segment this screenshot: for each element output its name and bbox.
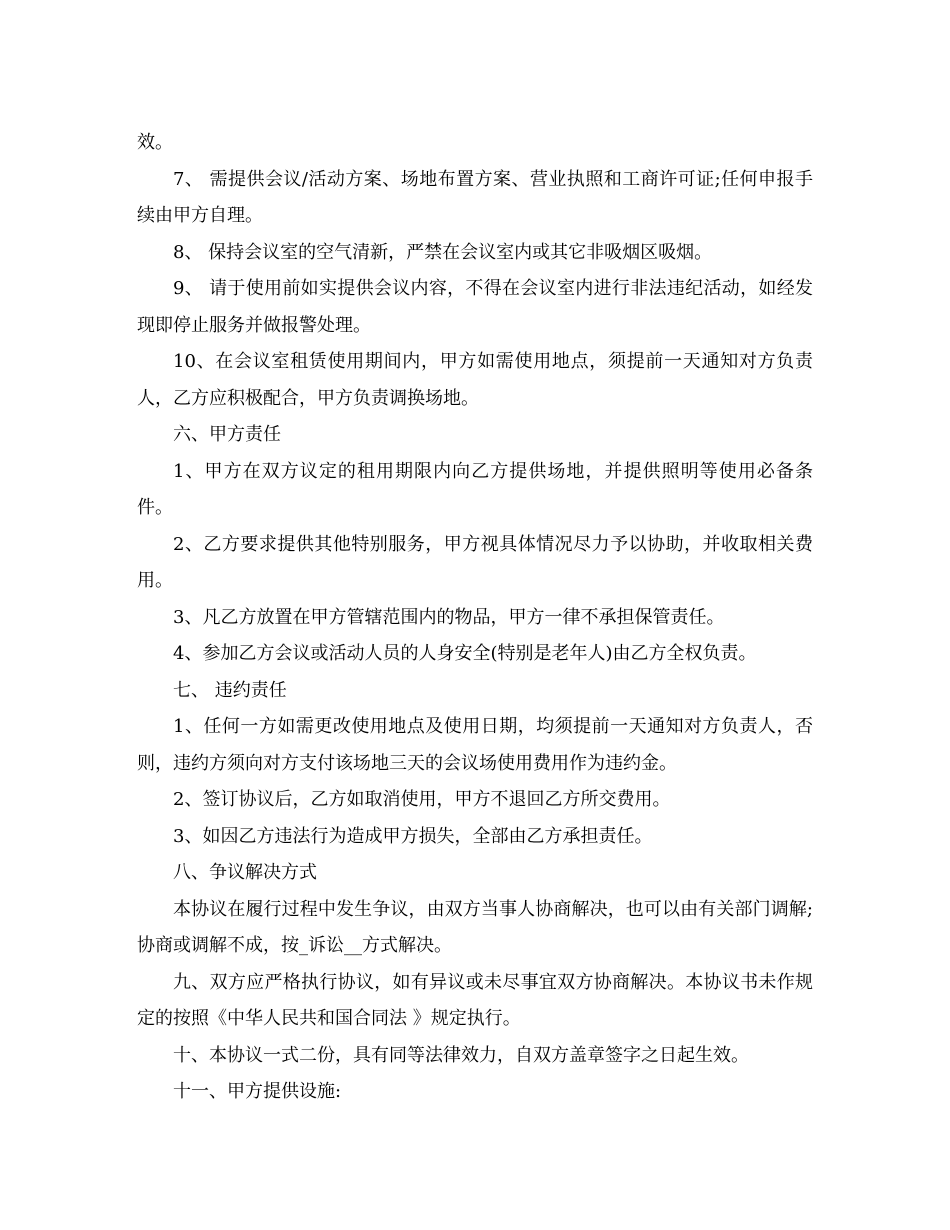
section-10-body: 十、本协议一式二份，具有同等法律效力，自双方盖章签字之日起生效。 (173, 1044, 749, 1066)
clause-8: 8、 保持会议室的空气清新，严禁在会议室内或其它非吸烟区吸烟。 (173, 241, 713, 263)
section-9-body: 九、双方应严格执行协议，如有异议或未尽事宜双方协商解决。本协议书未作规定的按照《中华人民共和国合同法 》规定执行。 (137, 971, 813, 1029)
section-7-clause-1: 1、任何一方如需更改使用地点及使用日期，均须提前一天通知对方负责人，否则，违约方须向对方支付该场地三天的会议场使用费用作为违约金。 (137, 716, 813, 774)
section-heading-11: 十一、甲方提供设施: (173, 1081, 342, 1102)
clause-9: 9、 请于使用前如实提供会议内容，不得在会议室内进行非法违纪活动，如经发现即停止服务并做报警处理。 (137, 278, 813, 336)
section-heading-7: 七、 违约责任 (173, 679, 287, 701)
section-6-clause-4: 4、参加乙方会议或活动人员的人身安全(特别是老年人)由乙方全权负责。 (173, 643, 757, 664)
section-heading-8: 八、争议解决方式 (173, 862, 317, 883)
section-7-clause-3: 3、如因乙方违法行为造成甲方损失，全部由乙方承担责任。 (173, 825, 653, 847)
clause-7: 7、 需提供会议/活动方案、场地布置方案、营业执照和工商许可证;任何申报手续由甲方自理。 (137, 168, 813, 226)
section-6-clause-3: 3、凡乙方放置在甲方管辖范围内的物品，甲方一律不承担保管责任。 (173, 606, 725, 628)
section-6-clause-1: 1、甲方在双方议定的租用期限内向乙方提供场地，并提供照明等使用必备条件。 (137, 460, 813, 518)
document-body (137, 125, 813, 1111)
section-6-clause-2: 2、乙方要求提供其他特别服务，甲方视具体情况尽力予以协助，并收取相关费用。 (137, 533, 813, 591)
clause-10: 10、在会议室租赁使用期间内，甲方如需使用地点，须提前一天通知对方负责人，乙方应积极配合，甲方负责调换场地。 (137, 351, 813, 409)
section-7-clause-2: 2、签订协议后，乙方如取消使用，甲方不退回乙方所交费用。 (173, 789, 671, 810)
paragraph-continuation: 效。 (137, 132, 173, 153)
section-8-body: 本协议在履行过程中发生争议，由双方当事人协商解决，也可以由有关部门调解;协商或调解不成，按_诉讼__方式解决。 (137, 898, 813, 956)
section-heading-6: 六、甲方责任 (173, 424, 281, 445)
